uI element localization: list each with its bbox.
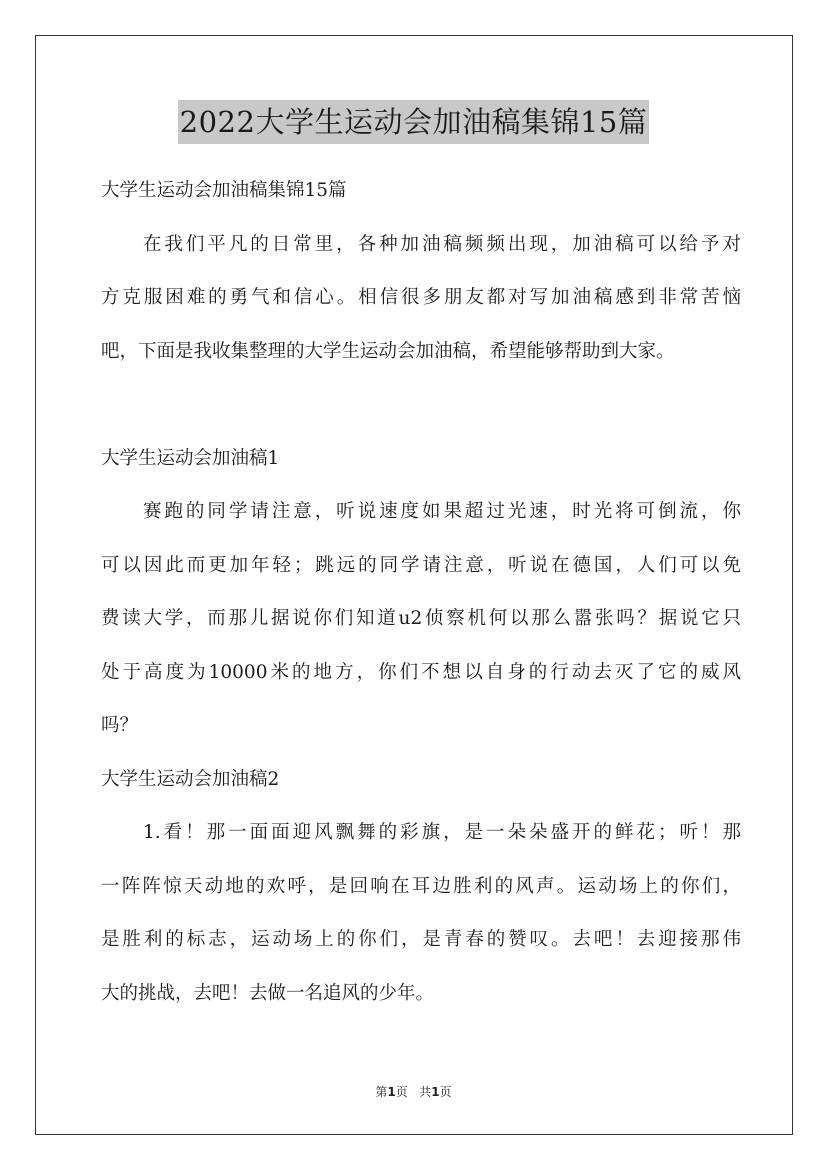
section-1-line-2: 可以因此而更加年轻；跳远的同学请注意，听说在德国，人们可以免 bbox=[101, 554, 741, 576]
subtitle-heading: 大学生运动会加油稿集锦15篇 bbox=[101, 180, 347, 201]
page-prefix: 第 bbox=[375, 1085, 388, 1099]
intro-line-1: 在我们平凡的日常里，各种加油稿频频出现，加油稿可以给予对 bbox=[143, 233, 741, 255]
title-container bbox=[0, 100, 827, 144]
document-body bbox=[101, 164, 741, 1020]
section-1-line-4: 处于高度为10000米的地方，你们不想以自身的行动去灭了它的威风 bbox=[101, 661, 741, 683]
document-title: 2022大学生运动会加油稿集锦15篇 bbox=[178, 100, 650, 144]
section-heading-2: 大学生运动会加油稿2 bbox=[101, 768, 280, 790]
intro-line-2: 方克服困难的勇气和信心。相信很多朋友都对写加油稿感到非常苦恼 bbox=[101, 287, 741, 308]
section-2-line-1: 1.看！那一面面迎风飘舞的彩旗，是一朵朵盛开的鲜花；听！那 bbox=[143, 822, 741, 843]
page-suffix: 页 bbox=[395, 1085, 408, 1099]
section-1-line-3: 费读大学，而那儿据说你们知道u2侦察机何以那么嚣张吗？据说它只 bbox=[101, 608, 741, 629]
page-footer bbox=[0, 1083, 827, 1100]
section-1-line-5: 吗？ bbox=[101, 715, 139, 736]
section-2-line-4: 大的挑战，去吧！去做一名追风的少年。 bbox=[101, 982, 435, 1004]
total-suffix: 页 bbox=[439, 1085, 452, 1099]
page-number: 1 bbox=[387, 1085, 396, 1099]
total-number: 1 bbox=[431, 1085, 440, 1099]
section-2-line-3: 是胜利的标志，运动场上的你们，是青春的赞叹。去吧！去迎接那伟 bbox=[101, 929, 741, 950]
intro-line-3: 吧，下面是我收集整理的大学生运动会加油稿，希望能够帮助到大家。 bbox=[101, 340, 675, 362]
section-heading-1: 大学生运动会加油稿1 bbox=[101, 447, 280, 469]
section-1-line-1: 赛跑的同学请注意，听说速度如果超过光速，时光将可倒流，你 bbox=[143, 501, 741, 522]
paragraph-gap bbox=[101, 378, 741, 432]
section-2-line-2: 一阵阵惊天动地的欢呼，是回响在耳边胜利的风声。运动场上的你们， bbox=[101, 875, 741, 897]
total-prefix: 共 bbox=[419, 1085, 432, 1099]
